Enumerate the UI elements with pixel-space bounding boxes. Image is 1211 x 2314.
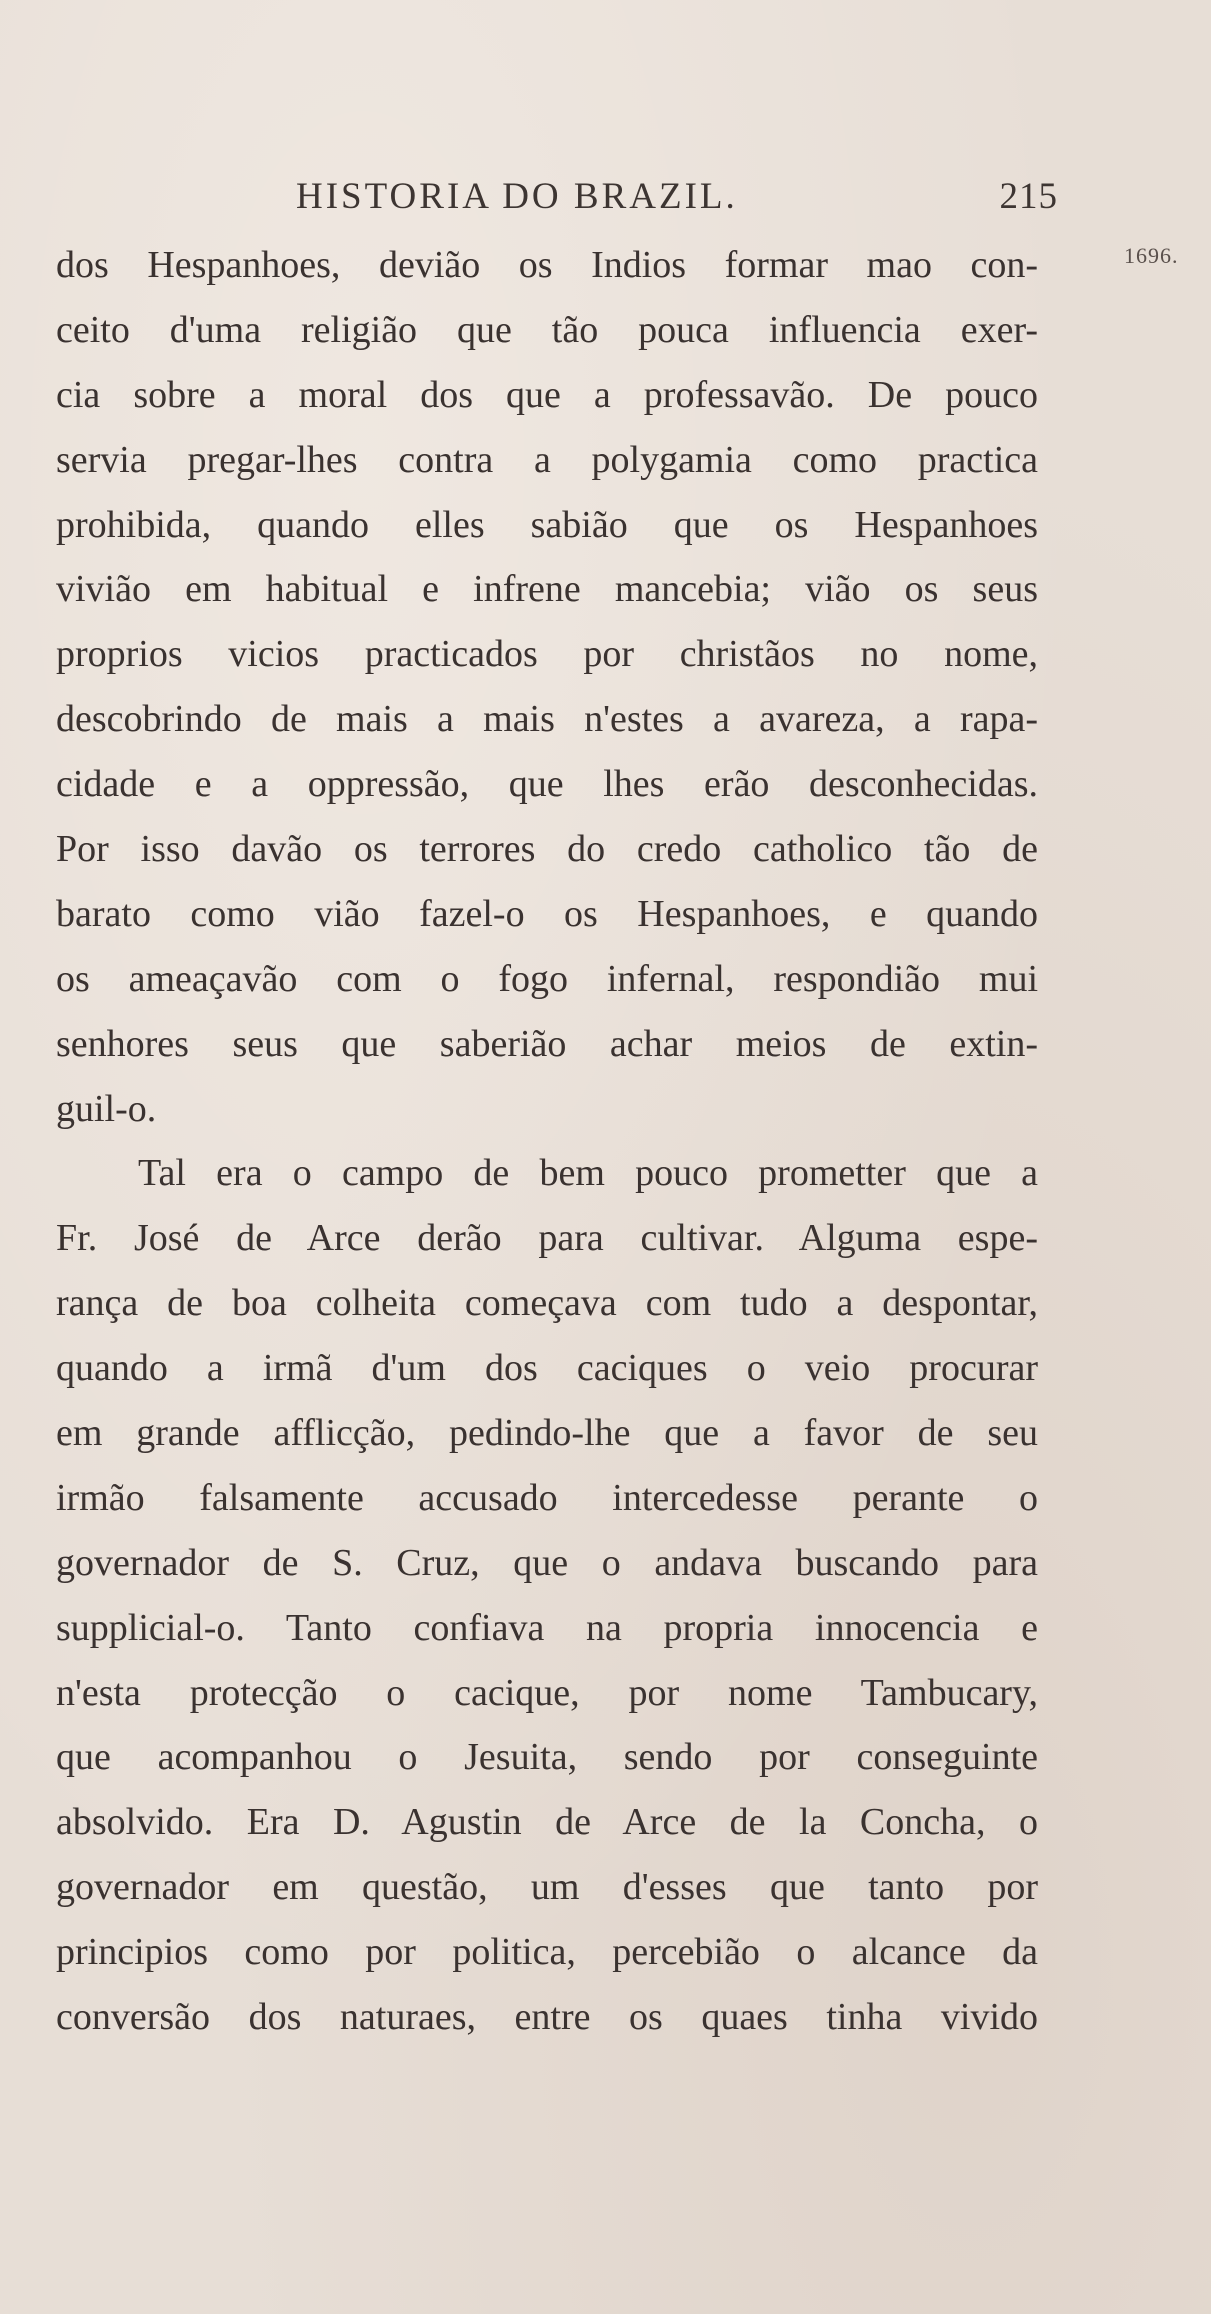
text-line: descobrindo de mais a mais n'estes a avareza, a rapa-	[56, 698, 1038, 741]
text-line: guil-o.	[56, 1087, 157, 1130]
text-line: Fr. José de Arce derão para cultivar. Alguma espe-	[56, 1217, 1038, 1260]
text-line: Por isso davão os terrores do credo catholico tão de	[56, 828, 1038, 871]
text-line: Tal era o campo de bem pouco prometter que a	[138, 1152, 1038, 1195]
text-line: servia pregar-lhes contra a polygamia como practica	[56, 438, 1038, 481]
text-line: conversão dos naturaes, entre os quaes tinha vivido	[56, 1996, 1038, 2039]
text-line: supplicial-o. Tanto confiava na propria innocencia e	[56, 1606, 1038, 1649]
text-line: ceito d'uma religião que tão pouca influencia exer-	[56, 308, 1038, 351]
text-line: prohibida, quando elles sabião que os Hespanhoes	[56, 503, 1038, 546]
text-line: n'esta protecção o cacique, por nome Tambucary,	[56, 1671, 1038, 1714]
text-line: os ameaçavão com o fogo infernal, respondião mui	[56, 957, 1038, 1000]
text-line: irmão falsamente accusado intercedesse perante o	[56, 1476, 1038, 1519]
text-line: dos Hespanhoes, devião os Indios formar mao con-	[56, 244, 1038, 286]
text-line: barato como vião fazel-o os Hespanhoes, e quando	[56, 892, 1038, 935]
text-line: que acompanhou o Jesuita, sendo por conseguinte	[56, 1736, 1038, 1779]
running-title: HISTORIA DO BRAZIL.	[296, 176, 738, 217]
text-line: em grande afflicção, pedindo-lhe que a favor de seu	[56, 1412, 1038, 1455]
text-line: vivião em habitual e infrene mancebia; vião os seus	[56, 568, 1038, 611]
page-number: 215	[999, 176, 1058, 217]
text-line: principios como por politica, percebião o alcance da	[56, 1931, 1038, 1974]
text-line: senhores seus que saberião achar meios de extin-	[56, 1022, 1038, 1065]
text-line: quando a irmã d'um dos caciques o veio procurar	[56, 1347, 1038, 1390]
text-line: cidade e a oppressão, que lhes erão desconhecidas.	[56, 763, 1038, 806]
margin-year-note: 1696.	[1124, 243, 1179, 268]
body-text	[56, 233, 1038, 2050]
text-line: rança de boa colheita começava com tudo a despontar,	[56, 1282, 1038, 1325]
text-line: cia sobre a moral dos que a professavão. De pouco	[56, 373, 1038, 416]
text-line: governador em questão, um d'esses que tanto por	[56, 1866, 1038, 1909]
text-line: absolvido. Era D. Agustin de Arce de la Concha, o	[56, 1801, 1038, 1844]
text-line: governador de S. Cruz, que o andava buscando para	[56, 1541, 1038, 1584]
running-head	[296, 175, 1058, 219]
text-line: proprios vicios practicados por christãos no nome,	[56, 633, 1038, 676]
